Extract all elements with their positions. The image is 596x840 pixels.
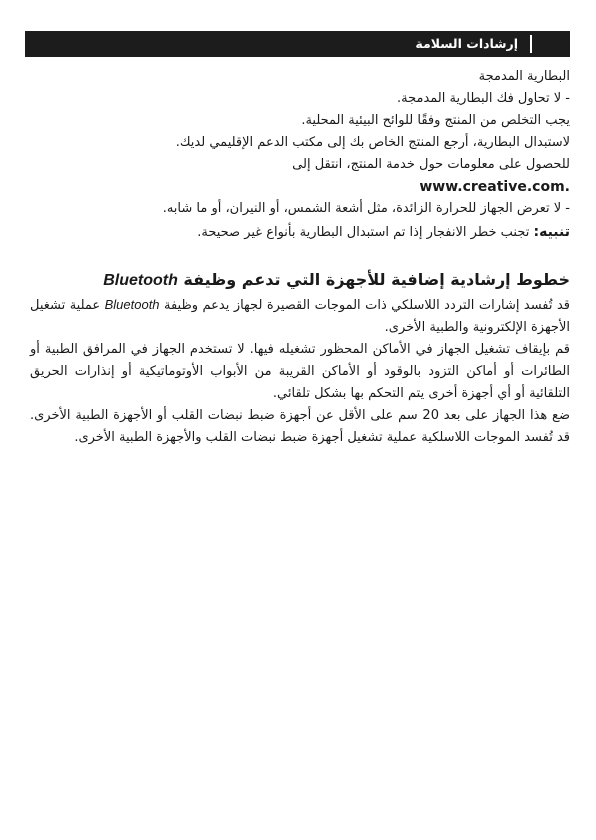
section-title: إرشادات السلامة <box>415 36 518 51</box>
warning-label: تنبيه: <box>533 224 570 240</box>
battery-section <box>115 66 570 246</box>
warning-text: تجنب خطر الانفجار إذا تم استبدال البطارية بأنواع غير صحيحة. <box>197 225 534 240</box>
support-url: www.creative.com. <box>419 179 570 195</box>
heat-warning-line: - لا تعرض الجهاز للحرارة الزائدة، مثل أشعة الشمس، أو النيران، أو ما شابه. <box>162 201 570 216</box>
battery-line-1: - لا تحاول فك البطارية المدمجة. <box>397 91 570 106</box>
battery-line-3: لاستبدال البطارية، أرجع المنتج الخاص بك إلى مكتب الدعم الإقليمي لديك. <box>175 135 570 150</box>
bluetooth-paragraph-2: قم بإيقاف تشغيل الجهاز في الأماكن المحظور تشغيله فيها. لا تستخدم الجهاز في المرافق الطبية أو الطائرات أو أماكن التزود بالوقود أو الأماكن القريبة من الأبواب الأوتوماتيكية أو إنذارات الحريق التلقائية أو أي أجهزة أخرى يتم التحكم بها بشكل تلقائي. <box>30 342 570 401</box>
bluetooth-paragraph-1 <box>30 294 570 339</box>
explosion-warning <box>115 220 570 246</box>
battery-title: البطارية المدمجة <box>478 69 570 84</box>
para1-bluetooth-term: Bluetooth <box>104 297 160 312</box>
battery-line-2: يجب التخلص من المنتج وفقًا للوائح البيئية المحلية. <box>301 113 570 128</box>
section-header-bar <box>25 31 570 57</box>
bluetooth-heading-english: Bluetooth <box>103 272 178 289</box>
bluetooth-heading <box>30 268 570 294</box>
para1-part-a: قد تُفسد إشارات التردد اللاسلكي ذات الموجات القصيرة لجهاز يدعم وظيفة <box>159 298 570 313</box>
bluetooth-heading-arabic: خطوط إرشادية إضافية للأجهزة التي تدعم وظيفة <box>177 270 570 289</box>
para1-part-b: عملية تشغيل الأجهزة الإلكترونية والطبية الأخرى. <box>30 298 570 335</box>
bluetooth-section <box>30 268 570 449</box>
bluetooth-paragraph-3: ضع هذا الجهاز على بعد 20 سم على الأقل عن أجهزة ضبط نبضات القلب أو الأجهزة الطبية الأخرى. قد تُفسد الموجات اللاسلكية عملية تشغيل أجهزة ضبط نبضات القلب والأجهزة الطبية الأخرى. <box>30 408 571 445</box>
header-divider <box>530 35 532 53</box>
battery-line-4: للحصول على معلومات حول خدمة المنتج، انتقل إلى <box>292 157 570 172</box>
